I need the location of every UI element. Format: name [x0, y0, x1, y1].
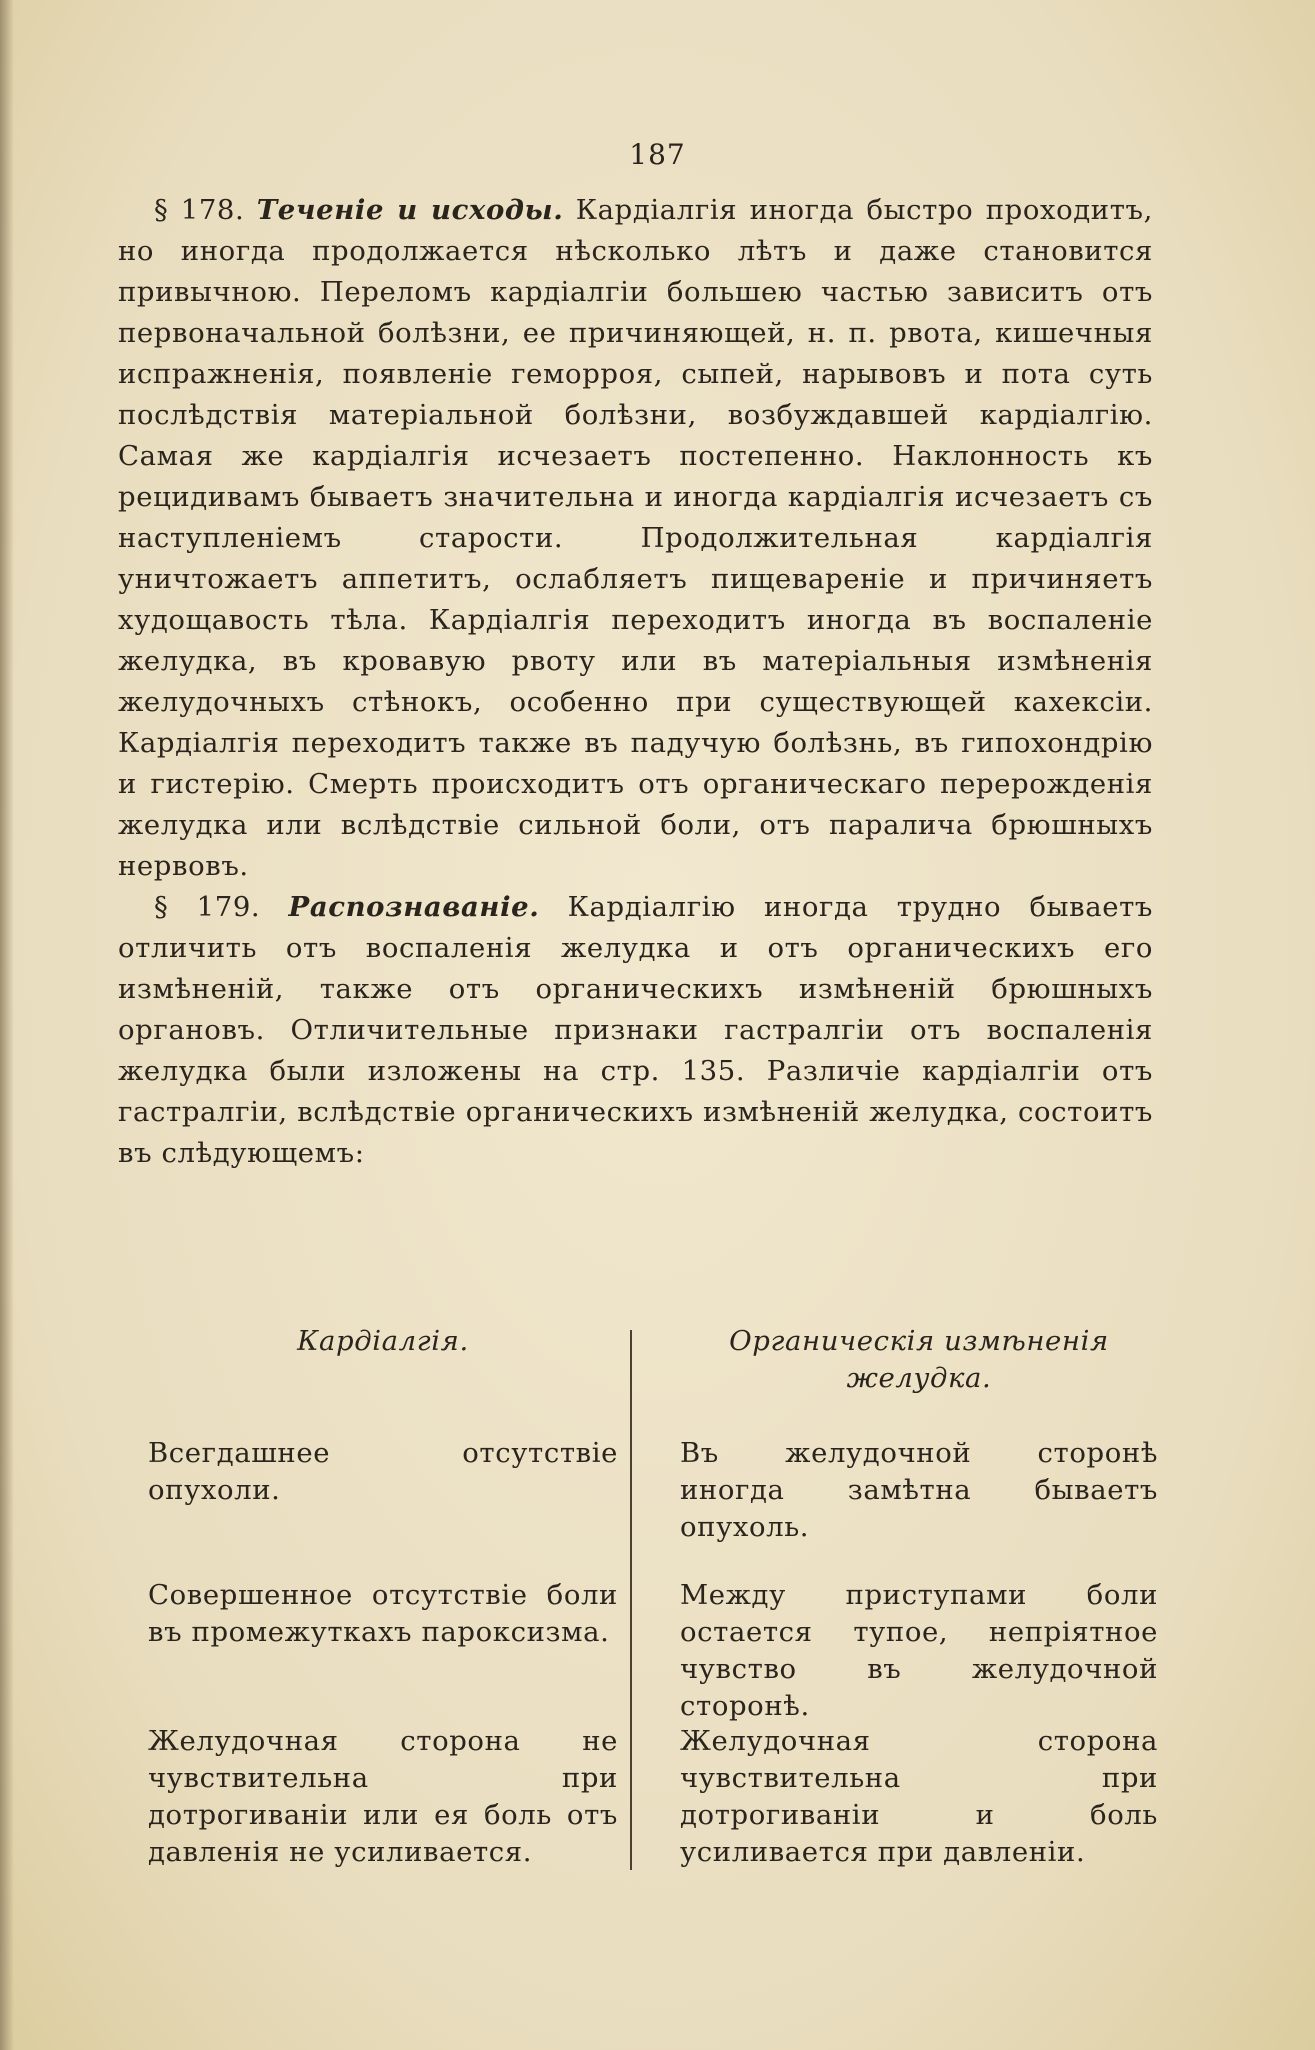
section-heading: Распознаваніе.	[288, 891, 540, 923]
section-text: Кардіалгію иногда трудно бываетъ отличить отъ воспаленія желудка и отъ органическихъ его измѣненій, также отъ органическихъ измѣненій брюшныхъ органовъ. Отличительные признаки гастралгіи отъ воспаленія желудка были изложены на стр. 135. Различіе кардіалгіи отъ гастралгіи, вслѣдствіе органическихъ измѣненій желудка, состоитъ въ слѣдующемъ:	[118, 891, 1153, 1169]
section-text: Кардіалгія иногда быстро проходитъ, но иногда продолжается нѣсколько лѣтъ и даже становится привычною. Переломъ кардіалгіи большею частью зависитъ отъ первоначальной болѣзни, ее причиняющей, н. п. рвота, кишечныя испражненія, появленіе геморроя, сыпей, нарывовъ и пота суть послѣдствія матеріальной болѣзни, возбуждавшей кардіалгію. Самая же кардіалгія исчезаетъ постепенно. Наклонность къ рецидивамъ бываетъ значительна и иногда кардіалгія исчезаетъ съ наступленіемъ старости. Продолжительная кардіалгія уничтожаетъ аппетитъ, ослабляетъ пищевареніе и причиняетъ худощавость тѣла. Кардіалгія переходитъ иногда въ воспаленіе желудка, въ кровавую рвоту или въ матеріальныя измѣненія желудочныхъ стѣнокъ, особенно при существующей кахексіи. Кардіалгія переходитъ также въ падучую болѣзнь, въ гипохондрію и гистерію. Смерть происходитъ отъ органическаго перерожденія желудка или вслѣдствіе сильной боли, отъ паралича брюшныхъ нервовъ.	[118, 194, 1153, 882]
comparison-table	[118, 1315, 1158, 1875]
section-number: § 178.	[154, 194, 257, 226]
column-cardialgia	[148, 1315, 618, 1868]
table-cell-left: Желудочная сторона не чувствительна при дотрогиваніи или ея боль отъ давленія не усиливается.	[148, 1725, 618, 1868]
column-divider	[630, 1330, 632, 1870]
paragraph-179	[118, 887, 1153, 1174]
column-header-right: Органическія измѣненія желудка.	[729, 1325, 1109, 1394]
page-edge-shadow	[0, 0, 14, 2050]
page-number: 187	[629, 138, 686, 171]
table-cell-left: Всегдашнее отсутствіе опухоли.	[148, 1437, 618, 1506]
table-cell-left: Совершенное отсутствіе боли въ промежуткахъ пароксизма.	[148, 1579, 618, 1648]
table-cell-right: Желудочная сторона чувствительна при дотрогиваніи и боль усиливается при давленіи.	[680, 1725, 1158, 1868]
section-heading: Теченіе и исходы.	[256, 194, 564, 226]
table-cell-right: Въ желудочной сторонѣ иногда замѣтна бываетъ опухоль.	[680, 1437, 1158, 1543]
table-cell-right: Между приступами боли остается тупое, непріятное чувство въ желудочной сторонѣ.	[680, 1579, 1158, 1722]
paragraph-178	[118, 190, 1153, 887]
body-text	[118, 190, 1153, 1174]
column-header-left: Кардіалгія.	[297, 1325, 469, 1357]
column-organic-changes	[680, 1315, 1158, 1868]
section-number: § 179.	[154, 891, 289, 923]
